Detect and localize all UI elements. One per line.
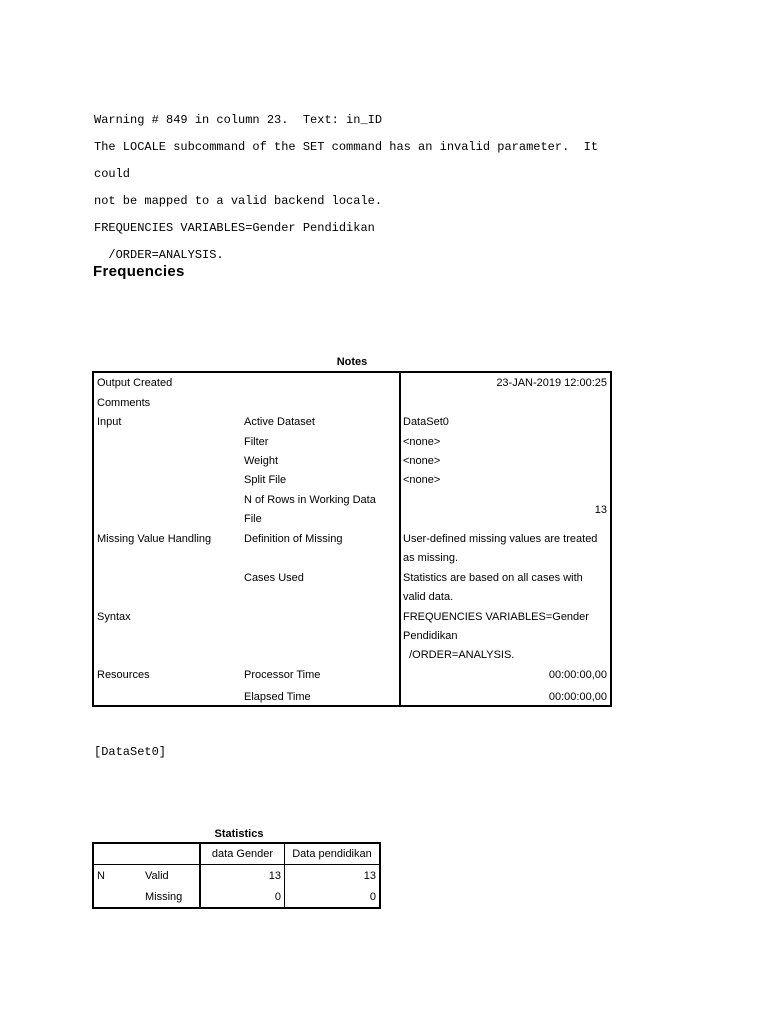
active-dataset-label: Active Dataset: [244, 416, 315, 428]
table-row: [93, 886, 380, 908]
n-rows-label-line1: N of Rows in Working Data: [244, 494, 376, 506]
log-line: Warning # 849 in column 23. Text: in_ID: [94, 112, 383, 127]
log-line: not be mapped to a valid backend locale.: [94, 193, 383, 208]
row-label: Missing: [142, 886, 200, 908]
cases-used-value-line2: valid data.: [403, 591, 454, 603]
syntax-value-line3: /ORDER=ANALYSIS.: [403, 649, 515, 661]
definition-of-missing-value-line2: as missing.: [403, 552, 459, 564]
syntax-value-line1: FREQUENCIES VARIABLES=Gender: [403, 611, 589, 623]
processor-time-label: Processor Time: [244, 669, 321, 681]
syntax-log: [94, 100, 598, 276]
split-file-label: Split File: [244, 474, 287, 486]
header-blank-cell: [142, 843, 200, 865]
notes-table: [92, 371, 612, 707]
cell-value: 0: [285, 886, 381, 908]
filter-label: Filter: [244, 436, 269, 448]
cases-used-label: Cases Used: [244, 572, 304, 584]
n-rows-label-line2: File: [244, 513, 262, 525]
output-created-label: Output Created: [97, 377, 173, 389]
dataset-label: [DataSet0]: [94, 745, 167, 759]
section-heading: Frequencies: [93, 263, 185, 280]
missing-value-handling-label: Missing Value Handling: [97, 533, 212, 545]
input-label: Input: [97, 416, 122, 428]
header-blank-cell: [93, 843, 142, 865]
definition-of-missing-label: Definition of Missing: [244, 533, 343, 545]
log-line: The LOCALE subcommand of the SET command has an invalid parameter. It: [94, 139, 599, 154]
processor-time-value: 00:00:00,00: [548, 669, 607, 681]
cases-used-value-line1: Statistics are based on all cases with: [403, 572, 583, 584]
n-rows-value: 13: [594, 504, 607, 516]
row-label: Valid: [145, 869, 169, 882]
resources-label: Resources: [97, 669, 150, 681]
table-row: [93, 865, 380, 887]
notes-column-divider: [399, 373, 401, 705]
statistics-table-title: Statistics: [214, 828, 264, 840]
notes-table-title: Notes: [336, 356, 368, 368]
log-line: could: [94, 166, 131, 181]
cell-value: 13: [200, 865, 285, 887]
syntax-value-line2: Pendidikan: [403, 630, 458, 642]
log-line: FREQUENCIES VARIABLES=Gender Pendidikan: [94, 220, 375, 235]
elapsed-time-value: 00:00:00,00: [548, 691, 607, 703]
weight-value: <none>: [403, 455, 441, 467]
statistics-table: [92, 842, 381, 909]
comments-label: Comments: [97, 397, 151, 409]
column-header-pendidikan: Data pendidikan: [285, 843, 381, 865]
log-line: /ORDER=ANALYSIS.: [94, 247, 224, 262]
elapsed-time-label: Elapsed Time: [244, 691, 311, 703]
cell-value: 0: [200, 886, 285, 908]
filter-value: <none>: [403, 436, 441, 448]
active-dataset-value: DataSet0: [403, 416, 449, 428]
row-group-label: [93, 886, 142, 908]
definition-of-missing-value-line1: User-defined missing values are treated: [403, 533, 598, 545]
cell-value: 13: [285, 865, 381, 887]
column-header-gender: data Gender: [200, 843, 285, 865]
output-created-value: 23-JAN-2019 12:00:25: [496, 377, 607, 389]
statistics-header-row: [93, 843, 380, 865]
row-group-label: N: [93, 865, 142, 887]
syntax-label: Syntax: [97, 611, 131, 623]
weight-label: Weight: [244, 455, 279, 467]
split-file-value: <none>: [403, 474, 441, 486]
